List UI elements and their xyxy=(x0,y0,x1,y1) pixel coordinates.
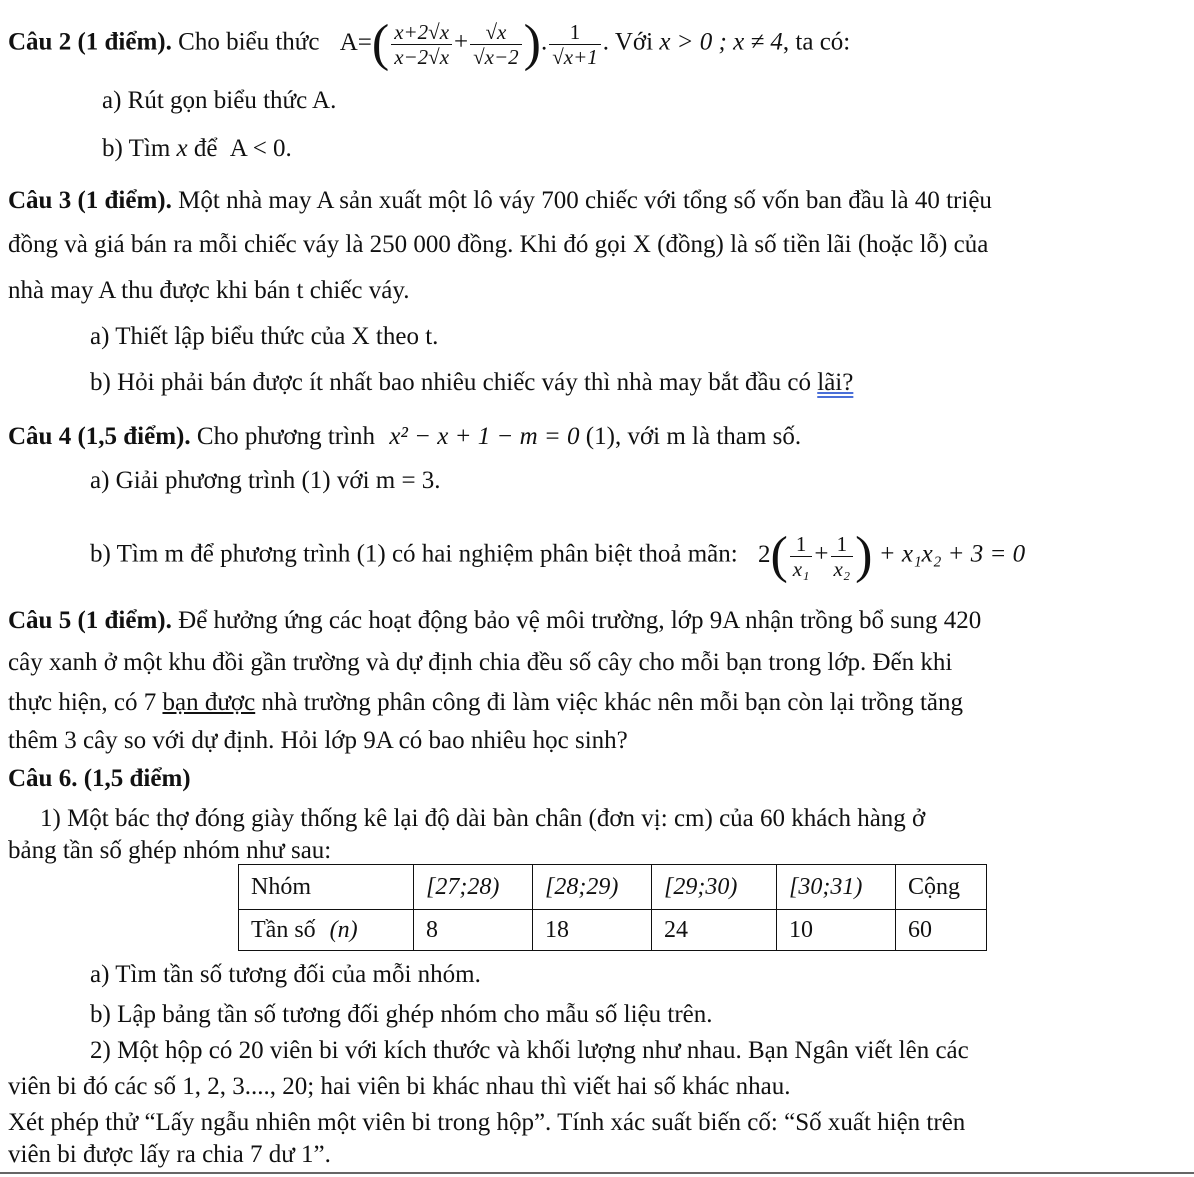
table-row xyxy=(239,910,987,951)
q2-f2-num: √x xyxy=(470,20,522,45)
q3-a: a) Thiết lập biểu thức của X theo t. xyxy=(90,323,439,350)
q5-l3-underlined: bạn được xyxy=(162,689,256,716)
q4-frac-1 xyxy=(790,532,813,581)
q5-l3-post: nhà trường phân công đi làm việc khác nên mỗi bạn còn lại trồng tăng xyxy=(261,689,964,716)
table-cell: [29;30) xyxy=(652,865,777,910)
q2-cond-post: , ta có: xyxy=(782,28,851,56)
q6-p2-l2: viên bi đó các số 1, 2, 3...., 20; hai viên bi khác nhau thì viết hai số khác nhau. xyxy=(8,1073,791,1100)
q5-l2: cây xanh ở một khu đồi gần trường và dự định chia đều số cây cho mỗi bạn trong lớp. Đến khi xyxy=(8,649,953,676)
q2-paren-open: ( xyxy=(371,15,390,72)
q2-fraction-3 xyxy=(549,20,601,69)
table-cell: Nhóm xyxy=(239,865,414,910)
table-cell: 8 xyxy=(414,910,533,951)
q2-line-1 xyxy=(8,15,851,72)
frequency-table xyxy=(238,864,987,951)
q2-f1-den: x−2√x xyxy=(394,44,450,69)
freq-label-n: (n) xyxy=(329,916,358,943)
q4-intro: Cho phương trình xyxy=(196,423,376,450)
q4-line-1 xyxy=(8,422,801,452)
q4-cond-coef: 2 xyxy=(757,540,771,568)
q5-line-1 xyxy=(8,606,981,636)
q2-f2-den: √x−2 xyxy=(473,44,519,69)
q4-heading: Câu 4 (1,5 điểm). xyxy=(8,423,191,450)
q3-line-1 xyxy=(8,186,992,216)
q2-fraction-2 xyxy=(470,20,522,69)
q2-intro: Cho biểu thức xyxy=(178,28,320,56)
q6-p2-l1: 2) Một hộp có 20 viên bi với kích thước và khối lượng như nhau. Bạn Ngân viết lên các xyxy=(90,1037,969,1064)
q4-frac-2 xyxy=(831,532,854,581)
q2-fraction-1 xyxy=(391,20,452,69)
table-cell: [30;31) xyxy=(777,865,896,910)
q2-A-eq: A= xyxy=(339,28,372,56)
q5-heading: Câu 5 (1 điểm). xyxy=(8,607,172,634)
q2-cond-pre: . Với xyxy=(602,28,654,56)
q5-l1: Để hưởng ứng các hoạt động bảo vệ môi trường, lớp 9A nhận trồng bổ sung 420 xyxy=(178,607,982,634)
q2-condition: x > 0 ; x ≠ 4 xyxy=(659,28,783,56)
table-cell: 10 xyxy=(777,910,896,951)
q2-b-mid: để xyxy=(193,135,218,162)
q5-l3 xyxy=(8,688,963,718)
q3-b-pre: b) Hỏi phải bán được ít nhất bao nhiêu chiếc váy thì nhà may bắt đầu có xyxy=(90,369,811,396)
q4-frac2-num: 1 xyxy=(831,532,854,557)
table-row xyxy=(239,865,987,910)
table-cell: 24 xyxy=(652,910,777,951)
q2-b-x: x xyxy=(176,135,188,162)
q3-b-end: lãi? xyxy=(817,369,854,396)
q3-l3: nhà may A thu được khi bán t chiếc váy. xyxy=(8,277,410,304)
table-cell: [28;29) xyxy=(533,865,652,910)
q4-a: a) Giải phương trình (1) với m = 3. xyxy=(90,467,441,494)
q4-frac1-den: x₁ xyxy=(792,556,810,581)
q5-l4: thêm 3 cây so với dự định. Hỏi lớp 9A có bao nhiêu học sinh? xyxy=(8,727,628,754)
freq-label: Tần số xyxy=(251,916,316,943)
q2-heading: Câu 2 (1 điểm). xyxy=(8,28,172,56)
table-cell: 60 xyxy=(896,910,987,951)
q2-plus: + xyxy=(454,28,469,56)
q4-frac2-den: x₂ xyxy=(833,556,851,581)
q6-p2-l3: Xét phép thử “Lấy ngẫu nhiên một viên bi trong hộp”. Tính xác suất biến cố: “Số xuất hiện trên xyxy=(8,1109,966,1136)
q4-cond-rest: + x₁x₂ + 3 = 0 xyxy=(878,540,1026,568)
bottom-divider xyxy=(0,1172,1194,1174)
q3-l2: đồng và giá bán ra mỗi chiếc váy là 250 000 đồng. Khi đó gọi X (đồng) là số tiền lãi (hoặc lỗ) của xyxy=(8,231,989,258)
q4-equation: x² − x + 1 − m = 0 xyxy=(389,423,580,450)
q6-a: a) Tìm tần số tương đối của mỗi nhóm. xyxy=(90,961,481,988)
q4-paren-open: ( xyxy=(770,527,788,584)
q3-l1: Một nhà may A sản xuất một lô váy 700 chiếc với tổng số vốn ban đầu là 40 triệu xyxy=(178,187,992,214)
q3-b xyxy=(90,368,853,398)
q6-p1-l1: 1) Một bác thợ đóng giày thống kê lại độ dài bàn chân (đơn vị: cm) của 60 khách hàng ở xyxy=(40,805,926,832)
q4-post: (1), với m là tham số. xyxy=(585,423,802,450)
q2-a: a) Rút gọn biểu thức A. xyxy=(102,87,337,114)
q2-f1-num: x+2√x xyxy=(391,20,452,45)
table-cell xyxy=(239,910,414,951)
table-cell: [27;28) xyxy=(414,865,533,910)
q3-heading: Câu 3 (1 điểm). xyxy=(8,187,172,214)
q6-b: b) Lập bảng tần số tương đối ghép nhóm cho mẫu số liệu trên. xyxy=(90,1001,713,1028)
q6-heading xyxy=(8,764,191,794)
q6-p2-l4: viên bi được lấy ra chia 7 dư 1”. xyxy=(8,1141,331,1168)
q6-p1-l2: bảng tần số ghép nhóm như sau: xyxy=(8,837,332,864)
q4-frac1-num: 1 xyxy=(790,532,813,557)
q4-plus: + xyxy=(814,540,829,568)
q4-b-text: b) Tìm m để phương trình (1) có hai nghiệm phân biệt thoả mãn: xyxy=(90,540,738,568)
q5-l3-pre: thực hiện, có 7 xyxy=(8,689,157,716)
q2-dot: . xyxy=(541,28,548,56)
q2-f3-den: √x+1 xyxy=(552,44,598,69)
q2-b-pre: b) Tìm xyxy=(102,135,171,162)
q4-paren-close: ) xyxy=(855,527,873,584)
table-cell: 18 xyxy=(533,910,652,951)
table-cell: Cộng xyxy=(896,865,987,910)
q4-b xyxy=(90,527,1026,584)
q2-f3-num: 1 xyxy=(549,20,601,45)
q6-heading-text: Câu 6. (1,5 điểm) xyxy=(8,765,191,792)
q2-b xyxy=(102,134,292,164)
q2-b-ineq: A < 0. xyxy=(229,135,292,162)
q2-paren-close: ) xyxy=(523,15,541,72)
